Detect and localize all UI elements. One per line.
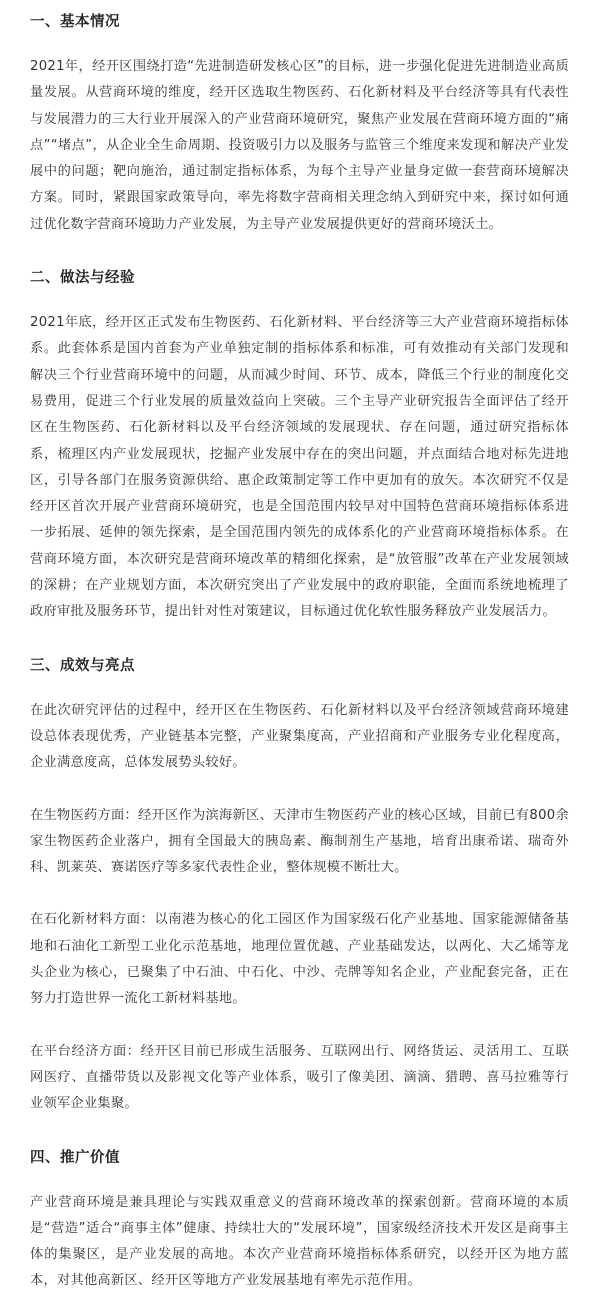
section-basic-situation xyxy=(30,0,569,238)
paragraph-practice-experience: 2021年底，经开区正式发布生物医药、石化新材料、平台经济等三大产业营商环境指标体系。此套体系是国内首套为产业单独定制的指标体系和标准，可有效推动有关部门发现和解决三个行业营商环境中的问题，从而减少时间、环节、成本，降低三个行业的制度化交易费用，促进三个行业发展的质量效益向上突破。三个主导产业研究报告全面评估了经开区在生物医药、石化新材料以及平台经济领域的发展现状、存在问题，通过研究指标体系，梳理区内产业发展现状，挖掘产业发展中存在的突出问题，并点面结合地对标先进地区，引导各部门在服务资源供给、惠企政策制定等工作中更加有的放矢。本次研究不仅是经开区首次开展产业营商环境研究，也是全国范围内较早对中国特色营商环境指标体系进一步拓展、延伸的领先探索，是全国范围内领先的成体系化的产业营商环境指标体系。在营商环境方面，本次研究是营商环境改革的精细化探索，是“放管服”改革在产业发展领域的深耕；在产业规划方面，本次研究突出了产业发展中的政府职能，全面而系统地梳理了政府审批及服务环节，提出针对性对策建议，目标通过优化软性服务释放产业发展活力。 xyxy=(30,315,569,620)
section-heading-basic-situation: 一、基本情况 xyxy=(30,14,120,30)
section-heading-results-highlights: 三、成效与亮点 xyxy=(30,657,135,674)
section-heading-promotion-value: 四、推广价值 xyxy=(30,1149,120,1166)
paragraph-promotion-value: 产业营商环境是兼具理论与实践双重意义的营商环境改革的探索创新。营商环境的本质是“营造”适合“商事主体”健康、持续壮大的“发展环境”，国家级经济技术开发区是商事主体的集聚区，是产业发展的高地。本次产业营商环境指标体系研究，以经开区为地方蓝本，对其他高新区、经开区等地方产业发展基地有率先示范作用。 xyxy=(30,1194,569,1289)
paragraph-platform-economy: 在平台经济方面：经开区目前已形成生活服务、互联网出行、网络货运、灵活用工、互联网医疗、直播带货以及影视文化等产业体系，吸引了像美团、滴滴、猎聘、喜马拉雅等行业领军企业集聚。 xyxy=(30,1043,569,1112)
section-promotion-value xyxy=(30,1148,569,1295)
paragraph-biomedicine: 在生物医药方面：经开区作为滨海新区、天津市生物医药产业的核心区域，目前已有800余家生物医药企业落户，拥有全国最大的胰岛素、酶制剂生产基地，培育出康希诺、瑞奇外科、凯莱英、赛诺医疗等多家代表性企业，整体规模不断壮大。 xyxy=(30,807,569,876)
paragraph-petrochemical-materials: 在石化新材料方面：以南港为核心的化工园区作为国家级石化产业基地、国家能源储备基地和石油化工新型工业化示范基地，地理位置优越、产业基础发达，以两化、大乙烯等龙头企业为核心，已聚集了中石油、中石化、中沙、壳牌等知名企业，产业配套完备，正在努力打造世界一流化工新材料基地。 xyxy=(30,912,569,1007)
section-heading-practice-experience: 二、做法与经验 xyxy=(30,270,135,287)
paragraph-overall-results: 在此次研究评估的过程中，经开区在生物医药、石化新材料以及平台经济领域营商环境建设总体表现优秀，产业链基本完整，产业聚集度高，产业招商和产业服务专业化程度高，企业满意度高，总体发展势头较好。 xyxy=(30,702,569,771)
paragraph-basic-situation: 2021年，经开区围绕打造“先进制造研发核心区”的目标，进一步强化促进先进制造业高质量发展。从营商环境的维度，经开区选取生物医药、石化新材料及平台经济等具有代表性与发展潜力的三大行业开展深入的产业营商环境研究，聚焦产业发展在营商环境方面的“痛点”“堵点”，从企业全生命周期、投资吸引力以及服务与监管三个维度来发现和解决产业发展中的问题；靶向施治，通过制定指标体系，为每个主导产业量身定做一套营商环境解决方案。同时，紧跟国家政策导向，率先将数字营商相关理念纳入到研究中来，探讨如何通过优化数字营商环境助力产业发展，为主导产业发展提供更好的营商环境沃土。 xyxy=(30,59,569,232)
section-practice-experience xyxy=(30,268,569,626)
section-results-highlights xyxy=(30,656,569,1118)
